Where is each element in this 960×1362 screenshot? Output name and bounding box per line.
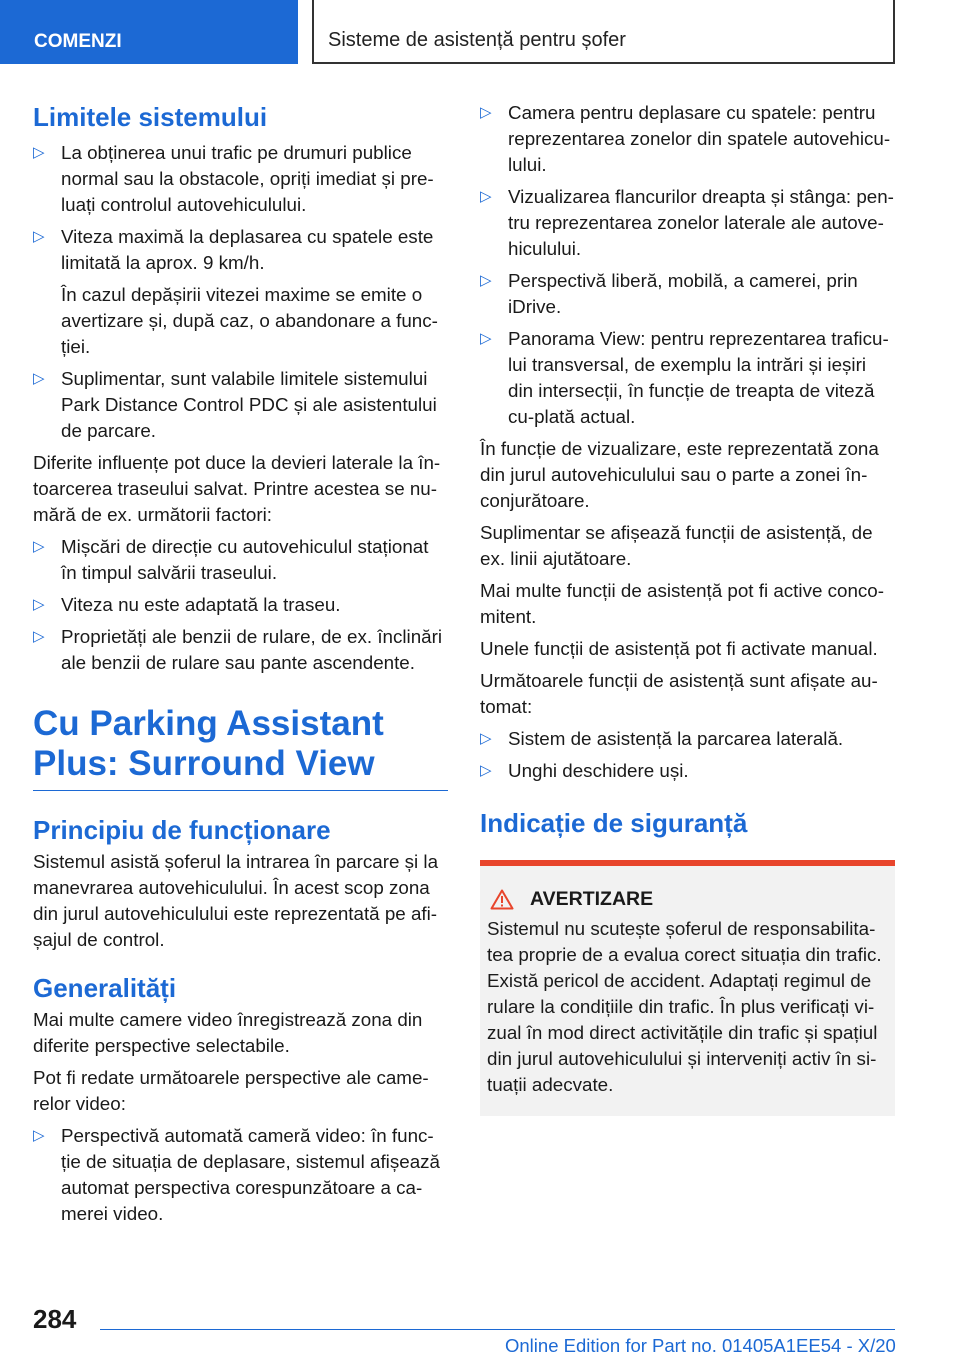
general-paragraph: Mai multe camere video înregistrează zona din diferite perspective selectabile. <box>33 1009 423 1056</box>
right-column <box>480 100 895 1116</box>
list-item-text: Sistem de asistență la parcarea laterală. <box>508 728 844 749</box>
list-item <box>33 140 448 218</box>
list-item <box>33 1123 448 1227</box>
limits-heading: Limitele sistemului <box>33 102 268 132</box>
list-item-text: Panorama View: pentru reprezentarea traficu-lui transversal, de exemplu la intrări și ieșiri din intersecții, în funcție de treapta de viteză cu-plată actual. <box>508 328 889 427</box>
list-item <box>480 268 895 320</box>
triangle-bullet-icon: ▷ <box>480 330 492 347</box>
view-paragraph: Următoarele funcții de asistență sunt afișate au-tomat: <box>480 670 878 717</box>
view-paragraph: În funcție de vizualizare, este reprezentată zona din jurul autovehiculului sau o parte a zonei în-conjurătoare. <box>480 438 879 511</box>
warning-text: Sistemul nu scutește șoferul de responsabilita-tea proprie de a evalua corect situația din trafic. Există pericol de accident. Adaptați regimul de rulare la condițiile din trafic. În plus verificați vi-zual în mod direct activitățile din trafic și spațiul din jurul autovehiculului și interveniți activ în si-tuații adecvate. <box>487 918 882 1095</box>
header-chapter-label: Sisteme de asistență pentru șofer <box>328 29 626 51</box>
chapter-title: Cu Parking Assistant Plus: Surround View <box>33 704 448 791</box>
list-item <box>480 726 895 752</box>
triangle-bullet-icon: ▷ <box>33 538 45 555</box>
footer-divider <box>100 1329 895 1330</box>
header-section-label: COMENZI <box>34 31 122 52</box>
list-item <box>33 366 448 444</box>
triangle-bullet-icon: ▷ <box>480 730 492 747</box>
triangle-bullet-icon: ▷ <box>33 144 45 161</box>
list-item-subtext: În cazul depășirii vitezei maxime se emite o avertizare și, după caz, o abandonare a func-ției. <box>61 284 438 357</box>
list-item <box>480 100 895 178</box>
list-item-text: Camera pentru deplasare cu spatele: pentru reprezentarea zonelor din spatele autovehicu-lului. <box>508 102 891 175</box>
page-number: 284 <box>33 1304 77 1334</box>
list-item-text: Perspectivă liberă, mobilă, a camerei, prin iDrive. <box>508 270 858 317</box>
list-item <box>480 758 895 784</box>
general-heading: Generalități <box>33 973 177 1003</box>
triangle-bullet-icon: ▷ <box>33 228 45 245</box>
view-paragraph: Mai multe funcții de asistență pot fi active conco-mitent. <box>480 580 884 627</box>
list-item-text: Viteza nu este adaptată la traseu. <box>61 594 341 615</box>
triangle-bullet-icon: ▷ <box>33 1127 45 1144</box>
list-item <box>33 534 448 586</box>
list-item-text: Suplimentar, sunt valabile limitele sistemului Park Distance Control PDC și ale asistentului de parcare. <box>61 368 437 441</box>
list-item-text: La obținerea unui trafic pe drumuri publice normal sau la obstacole, opriți imediat și pre-luați controlul autovehiculului. <box>61 142 434 215</box>
view-paragraph: Suplimentar se afișează funcții de asistență, de ex. linii ajutătoare. <box>480 522 873 569</box>
principle-heading: Principiu de funcționare <box>33 815 331 845</box>
warning-title: AVERTIZARE <box>530 888 654 910</box>
list-item-text: Mișcări de direcție cu autovehiculul staționat în timpul salvării traseului. <box>61 536 429 583</box>
list-item-text: Vizualizarea flancurilor dreapta și stânga: pen-tru reprezentarea zonelor laterale ale autove-hiculului. <box>508 186 894 259</box>
triangle-bullet-icon: ▷ <box>33 596 45 613</box>
list-item <box>480 184 895 262</box>
warning-title-row <box>487 886 889 912</box>
safety-heading: Indicație de siguranță <box>480 808 748 838</box>
general-paragraph: Pot fi redate următoarele perspective ale came-relor video: <box>33 1067 429 1114</box>
list-item <box>33 224 448 360</box>
list-item-text: Unghi deschidere uși. <box>508 760 689 781</box>
list-item <box>33 592 448 618</box>
triangle-bullet-icon: ▷ <box>480 762 492 779</box>
list-item <box>480 326 895 430</box>
list-item-text: Viteza maximă la deplasarea cu spatele este limitată la aprox. 9 km/h. <box>61 226 434 273</box>
triangle-bullet-icon: ▷ <box>33 628 45 645</box>
warning-box <box>480 860 895 1116</box>
deviation-paragraph: Diferite influențe pot duce la devieri laterale la în-toarcerea traseului salvat. Printre acestea se nu-mără de ex. următorii factori: <box>33 452 441 525</box>
header-section-tab <box>0 0 298 64</box>
footer-edition: Online Edition for Part no. 01405A1EE54 - X/20 <box>505 1335 896 1356</box>
list-item <box>33 624 448 676</box>
triangle-bullet-icon: ▷ <box>480 272 492 289</box>
triangle-bullet-icon: ▷ <box>480 104 492 121</box>
header-chapter-bar <box>312 0 895 64</box>
view-paragraph: Unele funcții de asistență pot fi activate manual. <box>480 638 878 659</box>
list-item-text: Proprietăți ale benzii de rulare, de ex. înclinări ale benzii de rulare sau pante ascendente. <box>61 626 443 673</box>
triangle-bullet-icon: ▷ <box>33 370 45 387</box>
warning-triangle-icon <box>490 889 514 910</box>
principle-paragraph: Sistemul asistă șoferul la intrarea în parcare și la manevrarea autovehiculului. În acest scop zona din jurul autovehiculului este reprezentată pe afi-șajul de control. <box>33 851 439 950</box>
list-item-text: Perspectivă automată cameră video: în func-ție de situația de deplasare, sistemul afișează automat perspectiva corespunzătoare a ca-merei video. <box>61 1125 440 1224</box>
left-column <box>33 100 448 1233</box>
triangle-bullet-icon: ▷ <box>480 188 492 205</box>
